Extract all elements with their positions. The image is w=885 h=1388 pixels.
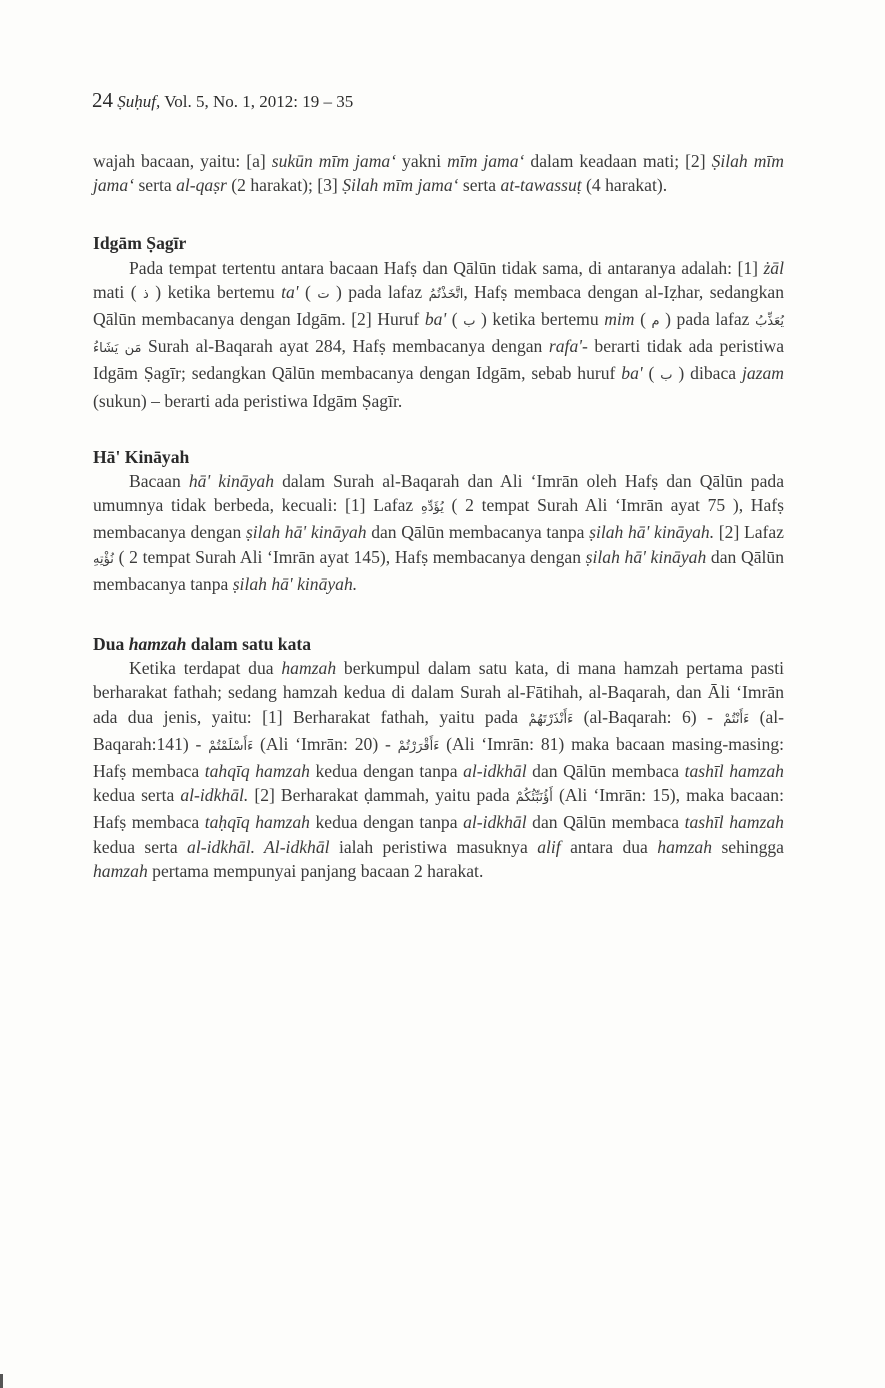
arabic-letter: ب <box>463 314 476 330</box>
journal-citation: Vol. 5, No. 1, 2012: 19 – 35 <box>164 92 354 111</box>
arabic-letter: ب <box>660 368 673 384</box>
paragraph-dua-hamzah: Ketika terdapat dua hamzah berkumpul dalam satu kata, di mana hamzah pertama pasti berharakat fathah; sedang hamzah kedua di dalam Surah al-Fātihah, al-Baqarah, dan Āli ‘Imrān ada dua jenis, yaitu: [1] Berharakat fathah, yaitu pada ءَأَنْذَرْتَهُمْ (al-Baqarah: 6) - ءَأَنْتُمْ (al-Baqarah:141) - ءَأَسْلَمْتُمْ (Ali ‘Imrān: 20) - ءَأَقْرَرْتُمْ (Ali ‘Imrān: 81) maka bacaan masing-masing: Hafṣ membaca tahqīq hamzah kedua dengan tanpa al-idkhāl dan Qālūn membaca tashīl hamzah kedua serta al-idkhāl. [2] Berharakat ḍammah, yaitu pada أَؤُنَبِّئُكُمْ (Ali ‘Imrān: 15), maka bacaan: Hafṣ membaca taḥqīq hamzah kedua dengan tanpa al-idkhāl dan Qālūn membaca tashīl hamzah kedua serta al-idkhāl. Al-idkhāl ialah peristiwa masuknya alif antara dua hamzah sehingga hamzah pertama mempunyai panjang bacaan 2 harakat. <box>93 658 784 881</box>
paragraph-idgam-sagir: Pada tempat tertentu antara bacaan Hafṣ dan Qālūn tidak sama, di antaranya adalah: [1] żāl mati ( ذ ) ketika bertemu ta' ( ت ) pada lafaz اتَّخَذْتُمُ, Hafṣ membaca dengan al-Iẓhar, sedangkan Qālūn membacanya dengan Idgām. [2] Huruf ba' ( ب ) ketika bertemu mim ( م ) pada lafaz يُعَذِّبُ مَن يَشَاءُ Surah al-Baqarah ayat 284, Hafṣ membacanya dengan rafa'- berarti tidak ada peristiwa Idgām Ṣagīr; sedangkan Qālūn membacanya dengan Idgām, sebab huruf ba' ( ب ) dibaca jazam (sukun) – berarti ada peristiwa Idgām Ṣagīr. <box>93 257 785 411</box>
running-header <box>92 88 353 113</box>
section-heading-dua-hamzah: Dua hamzah dalam satu kata <box>93 634 312 655</box>
arabic-word: ءَأَنْتُمْ <box>723 711 750 727</box>
arabic-word: ءَأَقْرَرْتُمْ <box>397 738 440 754</box>
arabic-word: نُؤْتِهِ <box>93 551 114 567</box>
arabic-word: اتَّخَذْتُمُ <box>428 286 464 302</box>
paragraph-continuation: wajah bacaan, yaitu: [a] sukūn mīm jama‘ yakni mīm jama‘ dalam keadaan mati; [2] Ṣilah mīm jama‘ serta al-qaṣr (2 harakat); [3] Ṣilah mīm jama‘ serta at-tawassuṭ (4 harakat). <box>93 151 784 196</box>
section-heading-idgam-sagir: Idgām Ṣagīr <box>93 233 187 254</box>
journal-name: Ṣuḥuf, <box>117 92 161 111</box>
arabic-word: ءَأَسْلَمْتُمْ <box>208 738 254 754</box>
body-text <box>93 149 784 883</box>
arabic-letter: م <box>651 314 660 330</box>
arabic-word: أَؤُنَبِّئُكُمْ <box>515 790 553 806</box>
page-number: 24 <box>92 88 113 112</box>
arabic-word: ءَأَنْذَرْتَهُمْ <box>528 711 574 727</box>
arabic-word: يُؤَدِّهِ <box>420 500 444 516</box>
arabic-letter: ت <box>317 286 330 302</box>
scan-edge-mark <box>0 1374 3 1388</box>
paragraph-ha-kinayah: Bacaan hā' kināyah dalam Surah al-Baqarah dan Ali ‘Imrān oleh Hafṣ dan Qālūn pada umumnya tidak berbeda, kecuali: [1] Lafaz يُؤَدِّهِ ( 2 tempat Surah Ali ‘Imrān ayat 75 ), Hafṣ membacanya dengan ṣilah hā' kināyah dan Qālūn membacanya tanpa ṣilah hā' kināyah. [2] Lafaz نُؤْتِهِ ( 2 tempat Surah Ali ‘Imrān ayat 145), Hafṣ membacanya dengan ṣilah hā' kināyah dan Qālūn membacanya tanpa ṣilah hā' kināyah. <box>93 471 784 594</box>
arabic-phrase: يُعَذِّبُ مَن يَشَاءُ <box>93 314 785 357</box>
arabic-letter: ذ <box>143 286 149 302</box>
section-heading-ha-kinayah: Hā' Kināyah <box>93 446 190 467</box>
